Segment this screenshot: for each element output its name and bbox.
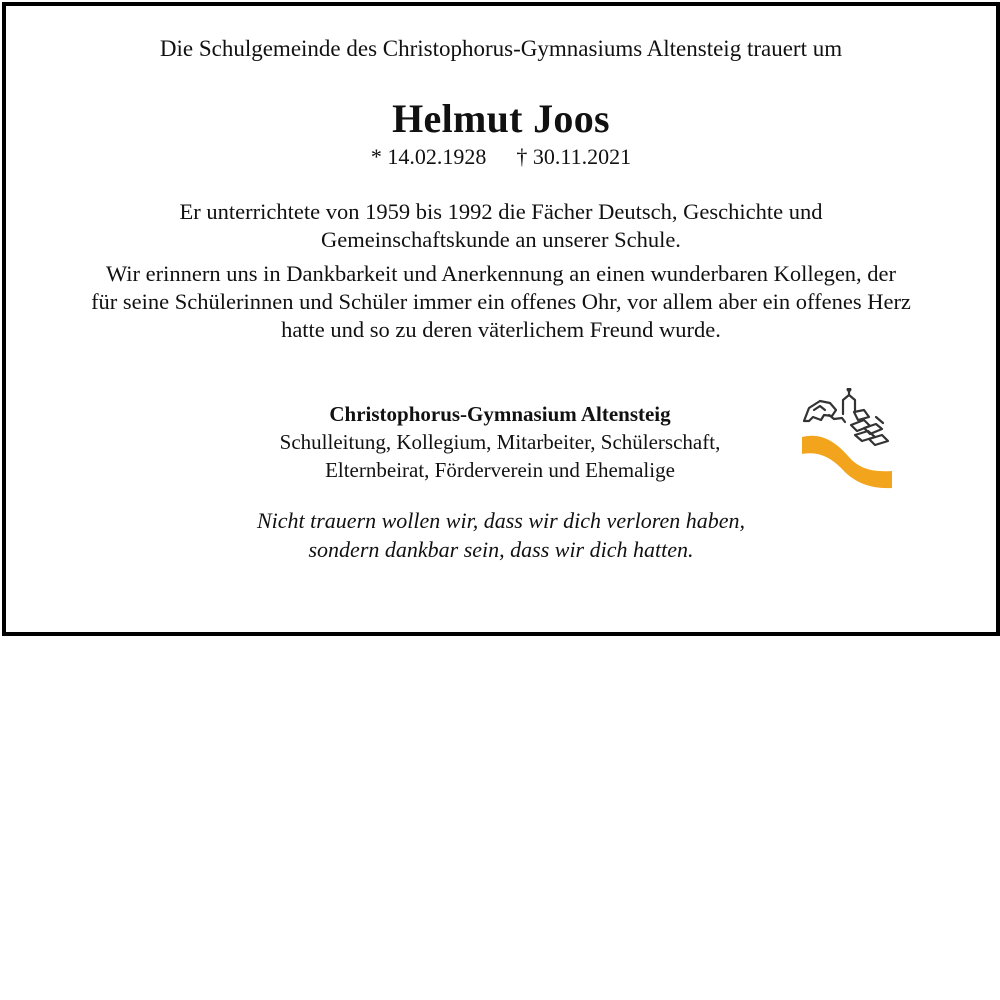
birth-date: * 14.02.1928 [370,144,487,169]
tribute-line-2: für seine Schülerinnen und Schüler immer ein offenes Ohr, vor allem aber ein offenes Herz [91,289,911,314]
tenure-line-2: Gemeinschaftskunde an unserer Schule. [321,227,681,252]
school-logo-icon [796,388,896,492]
quote-line-2: sondern dankbar sein, dass wir dich hatten. [308,537,694,562]
quote-line-1: Nicht trauern wollen wir, dass wir dich verloren haben, [256,508,746,533]
death-date: † 30.11.2021 [516,144,632,169]
mourners-line-1: Schulleitung, Kollegium, Mitarbeiter, Schülerschaft, [279,430,721,454]
tenure-line-1: Er unterrichtete von 1959 bis 1992 die Fächer Deutsch, Geschichte und [179,199,823,224]
tribute-line-1: Wir erinnern uns in Dankbarkeit und Anerkennung an einen wunderbaren Kollegen, der [105,261,897,286]
life-dates [6,144,996,170]
tribute-line-3: hatte und so zu deren väterlichem Freund wurde. [281,317,721,342]
intro-line: Die Schulgemeinde des Christophorus-Gymnasiums Altensteig trauert um [159,36,843,61]
mourners-line-2: Elternbeirat, Förderverein und Ehemalige [325,458,675,482]
obituary-notice [2,2,1000,636]
deceased-name: Helmut Joos [392,96,610,141]
school-name: Christophorus-Gymnasium Altensteig [329,402,671,426]
